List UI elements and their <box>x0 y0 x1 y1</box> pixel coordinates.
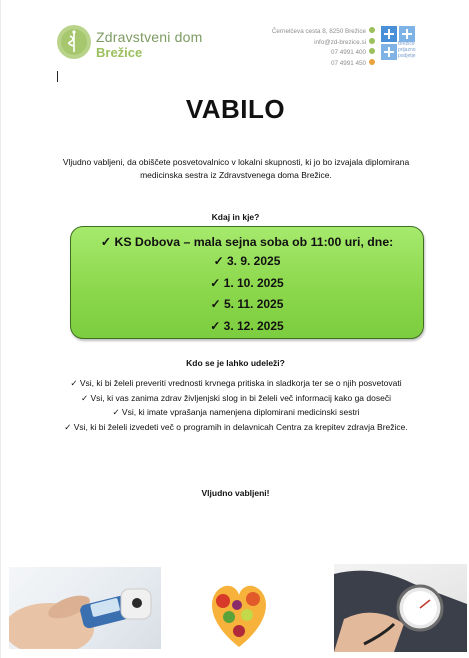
intro-paragraph: Vljudno vabljeni, da obiščete posvetovalnico v lokalni skupnosti, ki jo bo izvajala diplomirana medicinska sestra iz Zdravstvenega doma Brežice. <box>62 157 410 180</box>
schedule-box <box>70 226 424 339</box>
blood-pressure-gauge-icon <box>334 564 467 652</box>
list-item: ✓ Vsi, ki bi želeli preveriti vrednosti krvnega pritiska in sladkorja ter se o njih posvetovati <box>70 378 402 388</box>
who-heading: Kdo se je lahko udeleži? <box>186 358 285 368</box>
page-title: VABILO <box>185 94 286 124</box>
address-text: Černelčeva cesta 8, 8250 Brežice <box>271 28 366 35</box>
health-center-logo-icon <box>56 24 92 60</box>
glucose-meter-icon <box>9 567 161 649</box>
blood-pressure-gauge-photo <box>334 564 467 652</box>
org-name: Zdravstveni dom <box>96 29 203 45</box>
list-item: ✓ Vsi, ki vas zanima zdrav življenjski slog in bi želeli več informacij kako ga doseči <box>81 392 391 403</box>
email-dot-icon <box>369 38 375 44</box>
org-city: Brežice <box>96 45 143 60</box>
schedule-date: ✓ 3. 9. 2025 <box>213 254 281 268</box>
schedule-location: ✓ KS Dobova – mala sejna soba ob 11:00 uri, dne: <box>100 235 394 249</box>
phone-dot-icon <box>369 48 375 54</box>
partner-logo-caption: Brežice prijazno podjetje <box>398 41 416 59</box>
contact-block <box>272 27 366 69</box>
schedule-dates <box>71 253 423 339</box>
who-list <box>61 377 411 436</box>
closing-text: Vljudno vabljeni! <box>201 488 270 498</box>
schedule-date: ✓ 3. 12. 2025 <box>210 318 284 333</box>
email-text: info@zd-brezice.si <box>314 38 366 46</box>
address-dot-icon <box>369 27 375 33</box>
schedule-date: ✓ 1. 10. 2025 <box>210 275 284 290</box>
phone1-text: 07 4991 400 <box>330 49 366 56</box>
text-cursor <box>57 71 58 82</box>
fax-dot-icon <box>369 59 375 65</box>
contact-icons <box>369 27 376 69</box>
list-item: ✓ Vsi, ki imate vprašanja namenjena diplomirani medicinski sestri <box>112 407 360 418</box>
heart-fruits-icon <box>207 575 271 651</box>
list-item: ✓ Vsi, ki bi želeli izvedeti več o programih in delavnicah Centra za krepitev zdravja Brežice. <box>64 422 408 433</box>
glucose-meter-photo <box>9 567 161 649</box>
phone2-text: 07 4991 450 <box>330 59 366 67</box>
schedule-date: ✓ 5. 11. 2025 <box>210 297 284 311</box>
heart-of-fruits-photo <box>207 575 271 651</box>
when-where-heading: Kdaj in kje? <box>211 212 260 222</box>
